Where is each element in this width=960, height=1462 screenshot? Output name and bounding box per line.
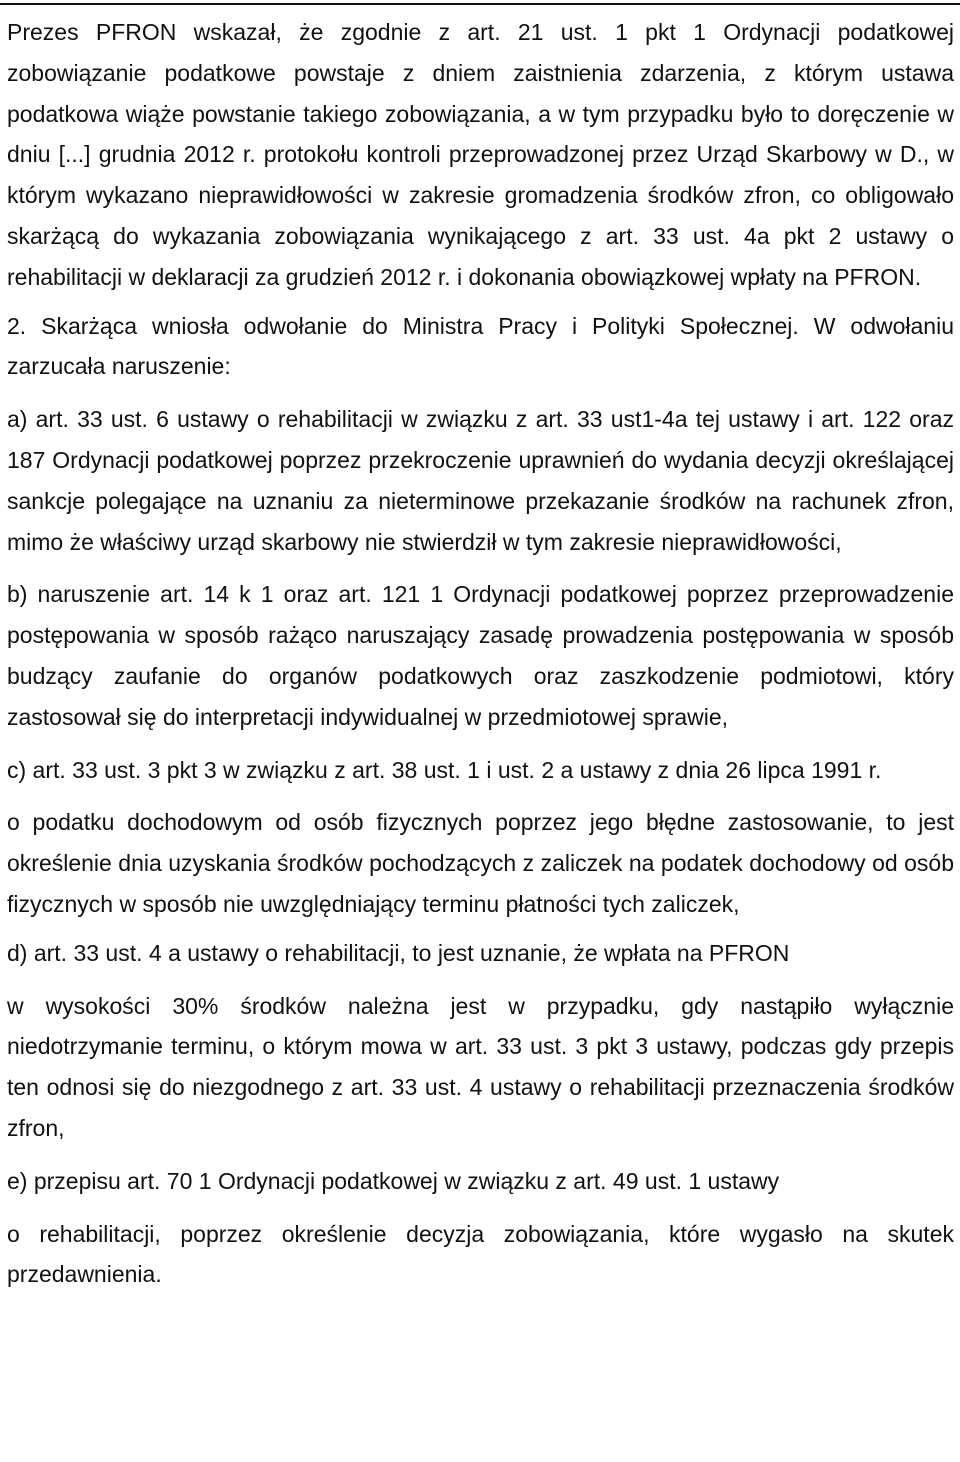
paragraph-point-c-continued: o podatku dochodowym od osób fizycznych poprzez jego błędne zastosowanie, to jest określenie dnia uzyskania środków pochodzących z zaliczek na podatek dochodowy od osób fizycznych w sposób nie uwzględniający terminu płatności tych zaliczek, xyxy=(7,809,954,917)
paragraph-point-e-continued: o rehabilitacji, poprzez określenie decyzja zobowiązania, które wygasło na skutek przedawnienia. xyxy=(7,1220,954,1288)
top-rule xyxy=(0,3,960,5)
paragraph-prezes-pfron: Prezes PFRON wskazał, że zgodnie z art. 21 ust. 1 pkt 1 Ordynacji podatkowej zobowiązanie podatkowe powstaje z dniem zaistnienia zdarzenia, z którym ustawa podatkowa wiąże powstanie takiego zobowiązania, a w tym przypadku było to doręczenie w dniu [...] grudnia 2012 r. protokołu kontroli przeprowadzonej przez Urząd Skarbowy w D., w którym wykazano nieprawidłowości w zakresie gromadzenia środków zfron, co obligowało skarżącą do wykazania zobowiązania wynikającego z art. 33 ust. 4a pkt 2 ustawy o rehabilitacji w deklaracji za grudzień 2012 r. i dokonania obowiązkowej wpłaty na PFRON. xyxy=(7,19,954,290)
paragraph-point-c: c) art. 33 ust. 3 pkt 3 w związku z art. 38 ust. 1 i ust. 2 a ustawy z dnia 26 lipca 1991 r. xyxy=(7,756,882,783)
paragraph-point-e: e) przepisu art. 70 1 Ordynacji podatkowej w związku z art. 49 ust. 1 ustawy xyxy=(7,1167,780,1194)
document-body xyxy=(7,12,954,1295)
paragraph-point-a: a) art. 33 ust. 6 ustawy o rehabilitacji w związku z art. 33 ust1-4a tej ustawy i art. 122 oraz 187 Ordynacji podatkowej poprzez przekroczenie uprawnień do wydania decyzji określającej sankcje polegające na uznaniu za nieterminowe przekazanie środków na rachunek zfron, mimo że właściwy urząd skarbowy nie stwierdził w tym zakresie nieprawidłowości, xyxy=(7,406,954,555)
paragraph-point-b: b) naruszenie art. 14 k 1 oraz art. 121 1 Ordynacji podatkowej poprzez przeprowadzenie postępowania w sposób rażąco naruszający zasadę prowadzenia postępowania w sposób budzący zaufanie do organów podatkowych oraz zaszkodzenie podmiotowi, który zastosował się do interpretacji indywidualnej w przedmiotowej sprawie, xyxy=(7,581,954,730)
paragraph-point-d: d) art. 33 ust. 4 a ustawy o rehabilitacji, to jest uznanie, że wpłata na PFRON xyxy=(7,939,790,966)
paragraph-odwolanie: 2. Skarżąca wniosła odwołanie do Ministra Pracy i Polityki Społecznej. W odwołaniu zarzucała naruszenie: xyxy=(7,312,954,380)
paragraph-point-d-continued: w wysokości 30% środków należna jest w przypadku, gdy nastąpiło wyłącznie niedotrzymanie terminu, o którym mowa w art. 33 ust. 3 pkt 3 ustawy, podczas gdy przepis ten odnosi się do niezgodnego z art. 33 ust. 4 ustawy o rehabilitacji przeznaczenia środków zfron, xyxy=(7,992,954,1141)
